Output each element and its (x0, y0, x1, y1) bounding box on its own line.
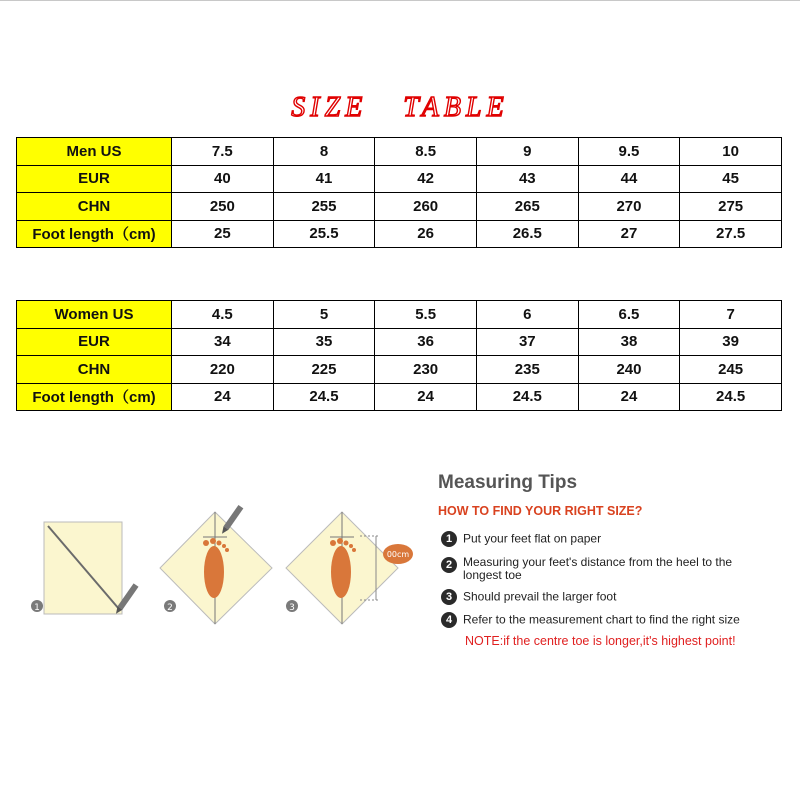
men-size-cell: 265 (476, 193, 578, 221)
men-size-row (17, 138, 782, 166)
women-size-row (17, 356, 782, 384)
women-size-table (16, 300, 782, 411)
step-2-number: 2 (167, 603, 173, 613)
step-1-number: 1 (34, 603, 40, 613)
women-size-row-label: Foot length（cm) (17, 383, 172, 411)
men-size-cell: 25 (172, 220, 274, 248)
tip-3 (441, 589, 616, 605)
men-size-cell: 44 (578, 165, 680, 193)
women-size-cell: 245 (680, 356, 782, 384)
foot-measuring-illustration (20, 500, 420, 625)
women-size-cell: 6.5 (578, 301, 680, 329)
men-size-cell: 45 (680, 165, 782, 193)
tip-4-number: 4 (441, 612, 457, 628)
women-size-cell: 39 (680, 328, 782, 356)
men-size-cell: 26 (375, 220, 477, 248)
women-size-cell: 5 (273, 301, 375, 329)
find-size-subheading: HOW TO FIND YOUR RIGHT SIZE? (438, 504, 643, 518)
women-size-cell: 24.5 (273, 383, 375, 411)
men-size-cell: 26.5 (476, 220, 578, 248)
men-size-cell: 275 (680, 193, 782, 221)
men-size-cell: 43 (476, 165, 578, 193)
men-size-cell: 42 (375, 165, 477, 193)
men-size-table (16, 137, 782, 248)
measuring-tips-heading: Measuring Tips (438, 472, 578, 493)
men-size-cell: 25.5 (273, 220, 375, 248)
size-table-title: SIZE TABLE (291, 92, 509, 123)
men-size-cell: 9 (476, 138, 578, 166)
step-2-paper (160, 505, 272, 624)
women-size-cell: 38 (578, 328, 680, 356)
step-1-paper (44, 522, 139, 615)
women-size-cell: 34 (172, 328, 274, 356)
tip-3-number: 3 (441, 589, 457, 605)
men-size-row (17, 220, 782, 248)
tip-2-number: 2 (441, 557, 457, 573)
tip-1-text: Put your feet flat on paper (463, 531, 602, 546)
top-divider (0, 0, 800, 1)
men-size-row (17, 165, 782, 193)
men-size-cell: 41 (273, 165, 375, 193)
women-size-cell: 24 (375, 383, 477, 411)
men-size-cell: 7.5 (172, 138, 274, 166)
foot-shape (204, 546, 224, 598)
women-size-cell: 4.5 (172, 301, 274, 329)
men-size-row (17, 193, 782, 221)
women-size-cell: 7 (680, 301, 782, 329)
women-size-cell: 24.5 (680, 383, 782, 411)
women-size-row-label: Women US (17, 301, 172, 329)
men-size-row-label: Foot length（cm) (17, 220, 172, 248)
step-3-number: 3 (289, 603, 295, 613)
women-size-cell: 35 (273, 328, 375, 356)
women-size-cell: 6 (476, 301, 578, 329)
tip-3-text: Should prevail the larger foot (463, 589, 617, 604)
tip-4 (441, 612, 740, 628)
women-size-cell: 220 (172, 356, 274, 384)
men-size-cell: 27 (578, 220, 680, 248)
men-size-row-label: EUR (17, 165, 172, 193)
tip-1-number: 1 (441, 531, 457, 547)
men-size-cell: 8.5 (375, 138, 477, 166)
men-size-row-label: Men US (17, 138, 172, 166)
women-size-row-label: CHN (17, 356, 172, 384)
men-size-cell: 27.5 (680, 220, 782, 248)
women-size-cell: 24 (172, 383, 274, 411)
men-size-cell: 10 (680, 138, 782, 166)
women-size-row-label: EUR (17, 328, 172, 356)
men-size-cell: 9.5 (578, 138, 680, 166)
women-size-row (17, 328, 782, 356)
women-size-cell: 230 (375, 356, 477, 384)
men-size-row-label: CHN (17, 193, 172, 221)
women-size-cell: 235 (476, 356, 578, 384)
women-size-row (17, 301, 782, 329)
men-size-cell: 255 (273, 193, 375, 221)
women-size-cell: 24.5 (476, 383, 578, 411)
men-size-cell: 260 (375, 193, 477, 221)
measure-label: 00cm (386, 550, 410, 559)
tip-2 (441, 556, 741, 582)
women-size-cell: 240 (578, 356, 680, 384)
men-size-cell: 270 (578, 193, 680, 221)
men-size-cell: 250 (172, 193, 274, 221)
tip-4-text: Refer to the measurement chart to find the right size (463, 612, 740, 627)
tip-2-text: Measuring your feet's distance from the heel to the longest toe (463, 555, 733, 582)
men-size-cell: 8 (273, 138, 375, 166)
women-size-cell: 37 (476, 328, 578, 356)
step-3-paper (286, 512, 413, 624)
tip-1 (441, 531, 601, 547)
women-size-cell: 5.5 (375, 301, 477, 329)
women-size-cell: 225 (273, 356, 375, 384)
women-size-cell: 36 (375, 328, 477, 356)
women-size-cell: 24 (578, 383, 680, 411)
men-size-cell: 40 (172, 165, 274, 193)
centre-toe-note: NOTE:if the centre toe is longer,it's highest point! (465, 634, 736, 648)
women-size-row (17, 383, 782, 411)
